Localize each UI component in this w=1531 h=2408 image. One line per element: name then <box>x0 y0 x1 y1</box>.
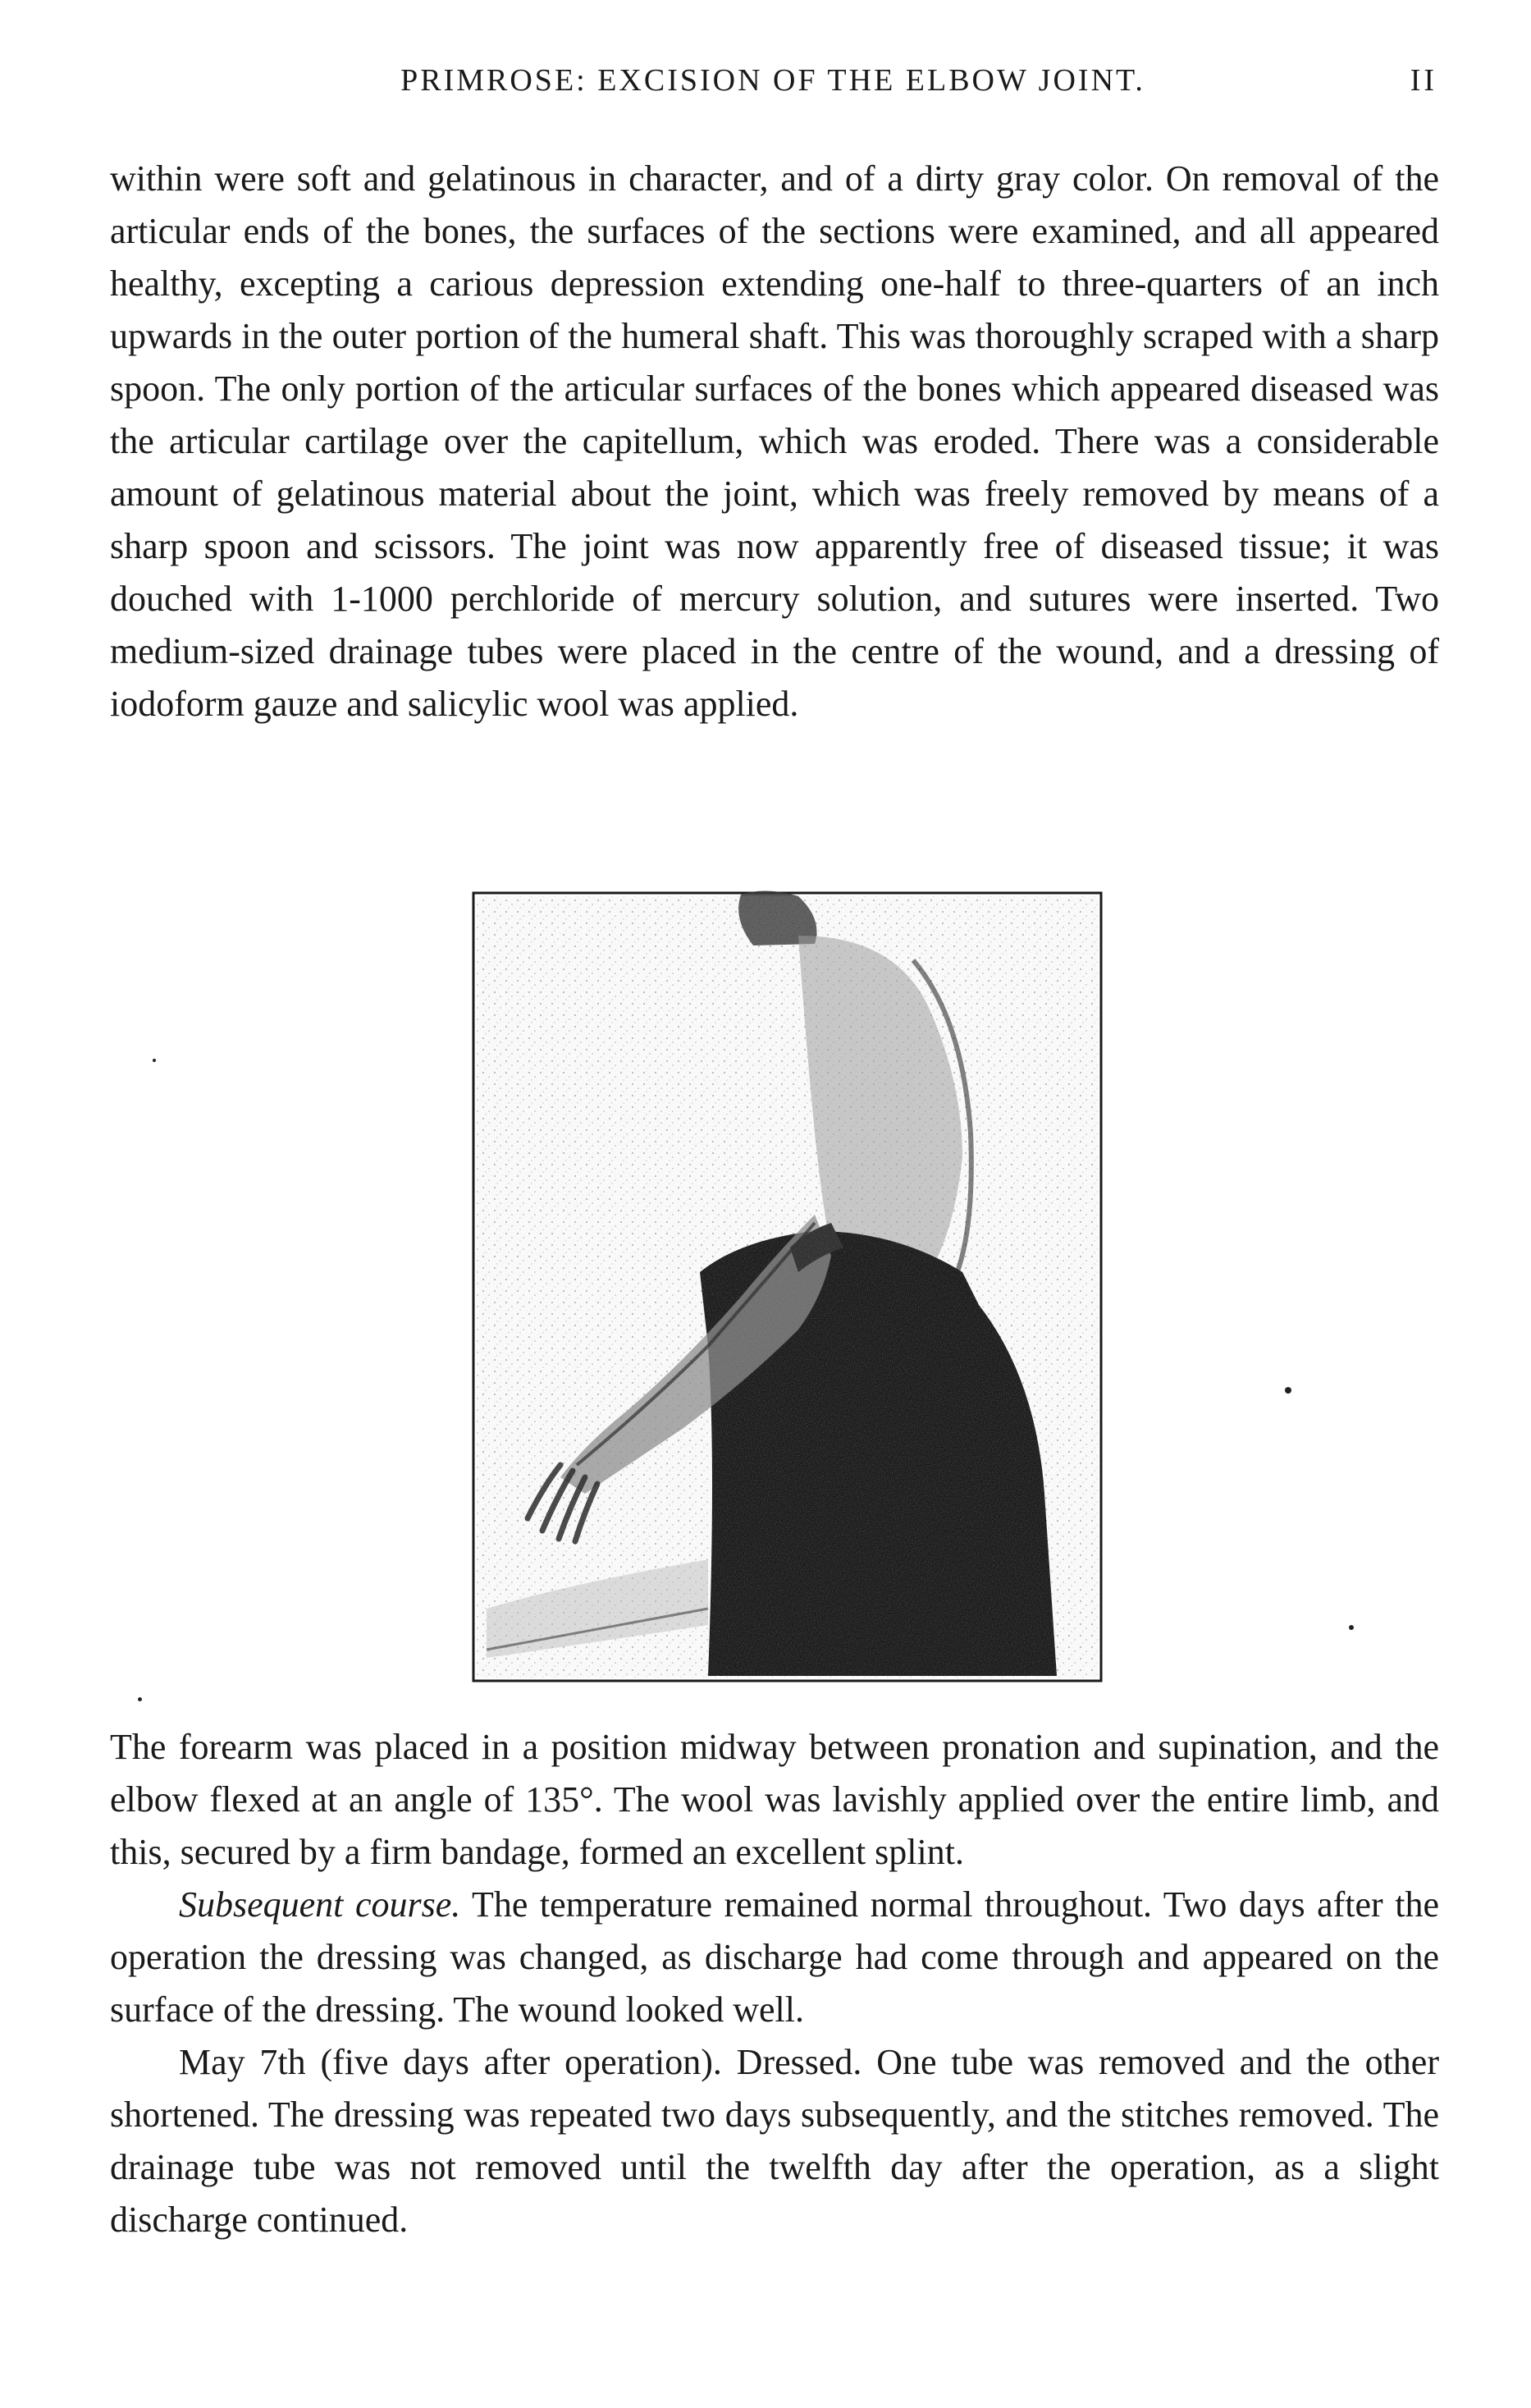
elbow-photograph-illustration <box>470 886 1106 1687</box>
print-speck <box>1285 1387 1291 1394</box>
page-number: II <box>1410 63 1437 98</box>
body-text-top <box>110 153 1439 730</box>
print-speck <box>1349 1625 1354 1630</box>
elbow-photograph <box>470 886 1106 1687</box>
paragraph: May 7th (five days after operation). Dressed. One tube was removed and the other shortened. The dressing was repeated two days subsequently, and the stitches removed. The drainage tube was not removed until the twelfth day after the operation, as a slight discharge continued. <box>110 2042 1439 2240</box>
paragraph: The forearm was placed in a position midway between pronation and supination, and the elbow flexed at an angle of 135°. The wool was lavishly applied over the entire limb, and this, secured by a firm bandage, formed an excellent splint. <box>110 1727 1439 1872</box>
body-text-bottom <box>110 1721 1439 2246</box>
paragraph-text: The temperature remained normal throughout. Two days after the operation the dressing was changed, as discharge had come through and appeared on the surface of the dressing. The wound looked well. <box>110 1884 1439 2030</box>
print-speck <box>153 1059 156 1062</box>
paragraph-subsequent-course <box>110 1879 1439 2036</box>
running-title: PRIMROSE: EXCISION OF THE ELBOW JOINT. <box>400 63 1145 98</box>
paragraph: within were soft and gelatinous in character, and of a dirty gray color. On removal of the articular ends of the bones, the surfaces of the sections were examined, and all appeared healthy, excepting a carious depression extending one-half to three-quarters of an inch upwards in the outer portion of the humeral shaft. This was thoroughly scraped with a sharp spoon. The only portion of the articular surfaces of the bones which appeared diseased was the articular cartilage over the capitellum, which was eroded. There was a considerable amount of gelatinous material about the joint, which was freely removed by means of a sharp spoon and scissors. The joint was now apparently free of diseased tissue; it was douched with 1-1000 perchloride of mercury solution, and sutures were inserted. Two medium-sized drainage tubes were placed in the centre of the wound, and a dressing of iodoform gauze and salicylic wool was applied. <box>110 158 1439 724</box>
running-head <box>108 62 1437 112</box>
print-speck <box>138 1697 142 1701</box>
section-heading: Subsequent course. <box>179 1884 461 1925</box>
